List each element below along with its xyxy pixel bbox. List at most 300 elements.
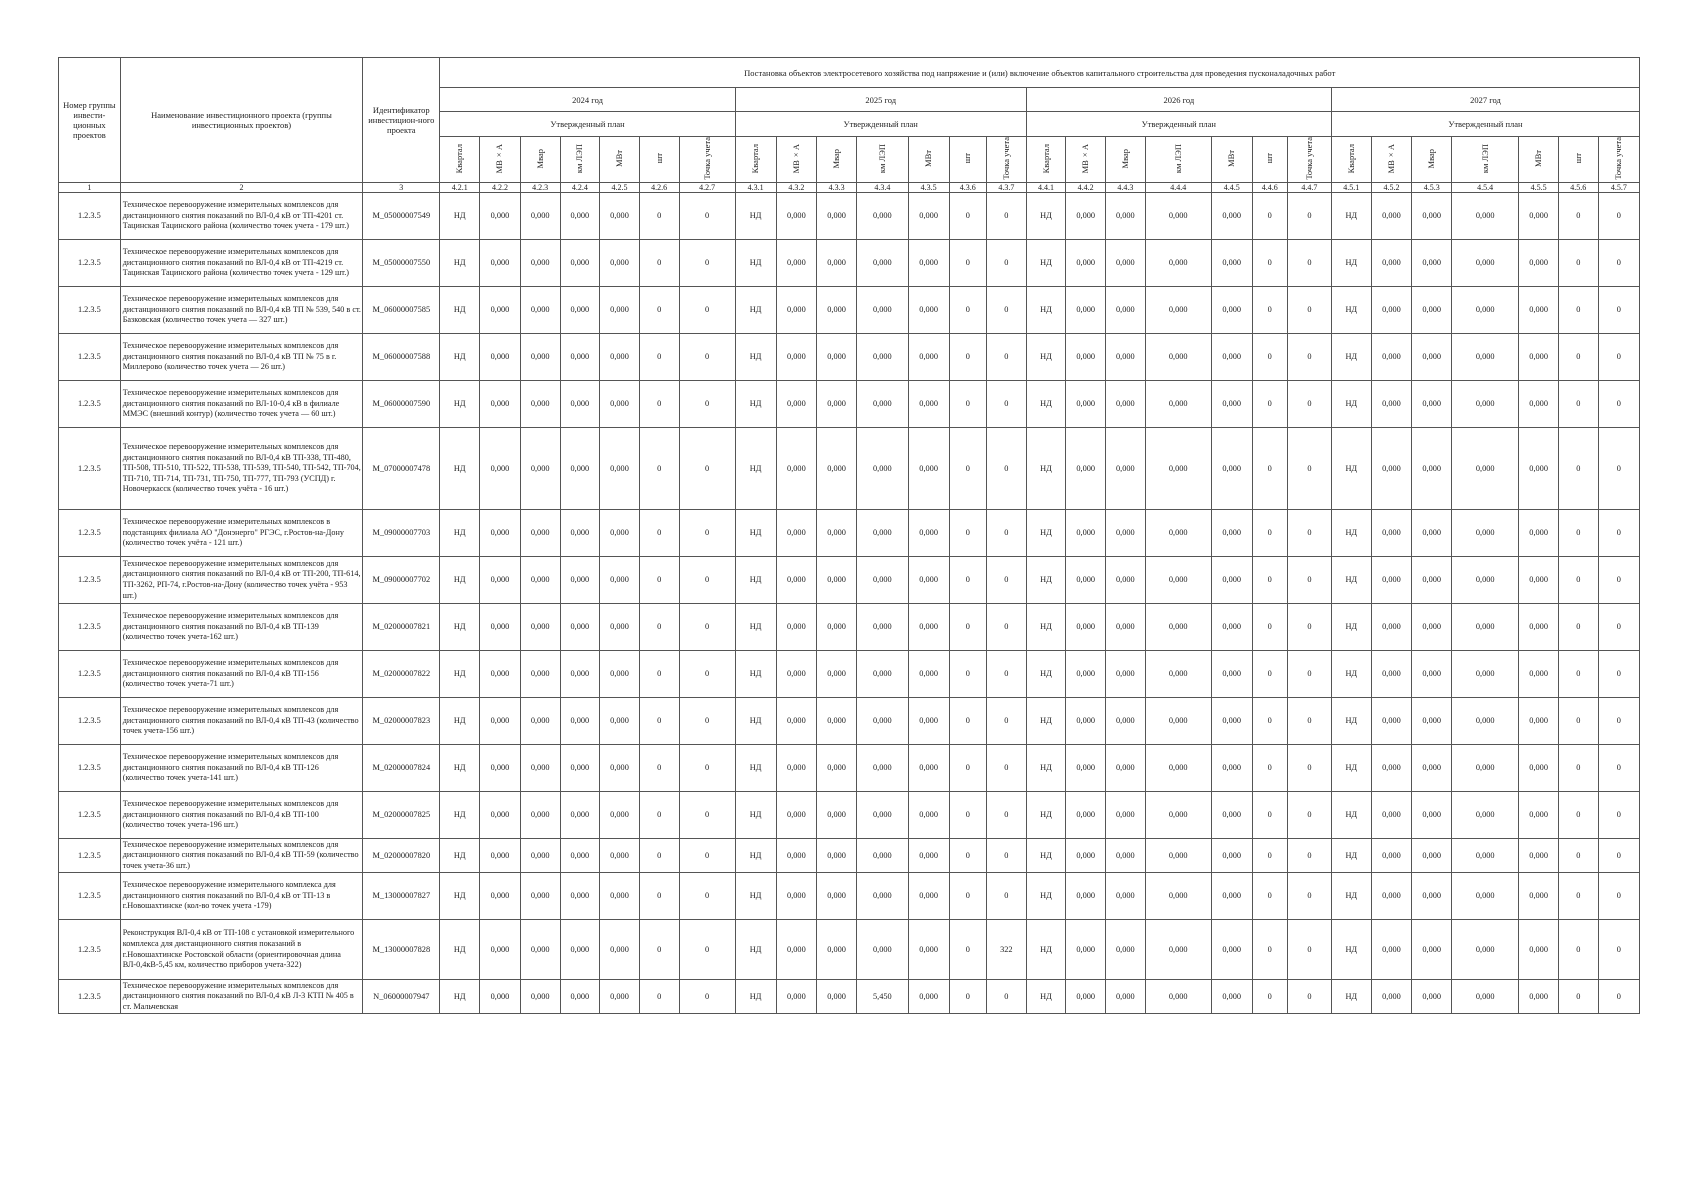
table-row: [59, 193, 1640, 240]
value-cell: 0: [1558, 557, 1598, 604]
value-cell: 0,000: [1106, 428, 1146, 510]
value-cell: 0,000: [1519, 792, 1559, 839]
value-cell: 0,000: [1452, 240, 1519, 287]
header-unit-mvar: [520, 137, 560, 183]
project-id-cell: M_02000007822: [363, 651, 440, 698]
value-cell: 0: [679, 792, 735, 839]
value-cell: 0,000: [1371, 428, 1412, 510]
value-cell: 0,000: [1519, 604, 1559, 651]
value-cell: 0: [949, 920, 986, 980]
project-name-cell: Техническое перевооружение измерительных комплексов для дистанционного снятия показаний по ВЛ-0,4 кВ ТП-43 (количество точек учета-156 шт.): [120, 698, 363, 745]
group-number-cell: 1.2.3.5: [59, 381, 121, 428]
value-cell: 0,000: [1412, 334, 1452, 381]
value-cell: 0: [1558, 745, 1598, 792]
value-cell: НД: [735, 651, 776, 698]
value-cell: 0,000: [480, 698, 521, 745]
project-name-cell: Техническое перевооружение измерительного комплекса для дистанционного снятия показаний по ВЛ-0,4 кВ от ТП-13 в г.Новошахтинске (кол-во точек учета -179): [120, 873, 363, 920]
value-cell: 0,000: [1519, 381, 1559, 428]
value-cell: 0: [1287, 381, 1331, 428]
project-name-cell: Техническое перевооружение измерительных комплексов для дистанционного снятия показаний по ВЛ-0,4 кВ от ТП-4201 ст. Тацинская Тацинского района (количество точек учета - 179 шт.): [120, 193, 363, 240]
value-cell: НД: [1026, 240, 1066, 287]
header-unit-mva: [776, 137, 817, 183]
value-cell: 0: [639, 839, 679, 873]
group-number-cell: 1.2.3.5: [59, 873, 121, 920]
value-cell: 0,000: [480, 745, 521, 792]
value-cell: НД: [440, 980, 480, 1014]
value-cell: НД: [1331, 240, 1371, 287]
value-cell: 0: [987, 334, 1027, 381]
value-cell: НД: [735, 604, 776, 651]
value-cell: 0,000: [1452, 792, 1519, 839]
project-id-cell: M_07000007478: [363, 428, 440, 510]
header-unit-mw: [908, 137, 949, 183]
project-name-cell: Техническое перевооружение измерительных комплексов в подстанциях филиала АО "Донэнерго" РГЭС, г.Ростов-на-Дону (количество точек учёта - 121 шт.): [120, 510, 363, 557]
value-cell: НД: [440, 839, 480, 873]
value-cell: 0: [1252, 698, 1287, 745]
project-name-cell: Техническое перевооружение измерительных комплексов для дистанционного снятия показаний по ВЛ-0,4 кВ ТП-156 (количество точек учета-71 шт.): [120, 651, 363, 698]
value-cell: 0,000: [600, 240, 640, 287]
value-cell: 0,000: [600, 980, 640, 1014]
table-row: [59, 920, 1640, 980]
value-cell: НД: [1331, 334, 1371, 381]
header-unit-label: Квартал: [1345, 143, 1356, 174]
value-cell: 0,000: [1145, 651, 1211, 698]
value-cell: 0: [1558, 510, 1598, 557]
value-cell: 0,000: [776, 240, 817, 287]
value-cell: 0,000: [520, 980, 560, 1014]
value-cell: 0,000: [1106, 792, 1146, 839]
header-group-number: Номер группы инвести-ционных проектов: [59, 58, 121, 183]
value-cell: 0,000: [1371, 604, 1412, 651]
value-cell: 0,000: [1106, 334, 1146, 381]
value-cell: НД: [735, 287, 776, 334]
table-row: [59, 510, 1640, 557]
value-cell: 0,000: [1211, 510, 1252, 557]
value-cell: НД: [1331, 839, 1371, 873]
value-cell: 0,000: [1211, 792, 1252, 839]
value-cell: 0: [1252, 839, 1287, 873]
value-cell: 0: [1287, 193, 1331, 240]
header-unit-pcs: [1252, 137, 1287, 183]
value-cell: НД: [735, 745, 776, 792]
value-cell: 0,000: [1519, 428, 1559, 510]
value-cell: 0,000: [908, 920, 949, 980]
value-cell: 0,000: [1519, 698, 1559, 745]
value-cell: 0,000: [1106, 651, 1146, 698]
value-cell: 0: [1287, 287, 1331, 334]
value-cell: НД: [1026, 510, 1066, 557]
value-cell: 0,000: [1145, 381, 1211, 428]
value-cell: 0: [1598, 604, 1639, 651]
value-cell: 0,000: [1412, 193, 1452, 240]
value-cell: 0,000: [776, 604, 817, 651]
value-cell: 0: [679, 920, 735, 980]
value-cell: 0,000: [817, 980, 857, 1014]
value-cell: НД: [1026, 193, 1066, 240]
value-cell: 0: [1252, 287, 1287, 334]
value-cell: 0,000: [1106, 873, 1146, 920]
value-cell: 0,000: [1106, 381, 1146, 428]
column-number: 4.3.5: [908, 183, 949, 193]
value-cell: 0,000: [1106, 745, 1146, 792]
value-cell: 0: [949, 698, 986, 745]
value-cell: 0: [1287, 920, 1331, 980]
header-unit-label: МВ×А: [790, 143, 801, 174]
value-cell: 0,000: [1371, 980, 1412, 1014]
value-cell: 0: [679, 651, 735, 698]
value-cell: 0,000: [856, 428, 908, 510]
value-cell: 0,000: [520, 557, 560, 604]
value-cell: 0,000: [1066, 428, 1106, 510]
value-cell: 0: [679, 428, 735, 510]
value-cell: 0,000: [1452, 381, 1519, 428]
value-cell: 0,000: [600, 698, 640, 745]
value-cell: 0,000: [776, 745, 817, 792]
value-cell: 0: [949, 651, 986, 698]
value-cell: 0: [1598, 510, 1639, 557]
value-cell: 0,000: [1211, 381, 1252, 428]
value-cell: 0,000: [1145, 557, 1211, 604]
value-cell: 0: [1598, 381, 1639, 428]
value-cell: 0,000: [480, 980, 521, 1014]
value-cell: 0,000: [817, 240, 857, 287]
value-cell: 0,000: [856, 839, 908, 873]
value-cell: 0,000: [776, 334, 817, 381]
value-cell: 0: [639, 698, 679, 745]
header-unit-label: Точка учета: [1000, 137, 1011, 180]
value-cell: 0: [987, 428, 1027, 510]
value-cell: НД: [735, 510, 776, 557]
group-number-cell: 1.2.3.5: [59, 334, 121, 381]
value-cell: 0,000: [1106, 557, 1146, 604]
value-cell: 0: [1558, 604, 1598, 651]
value-cell: 0,000: [1145, 193, 1211, 240]
value-cell: 0,000: [1066, 240, 1106, 287]
value-cell: 0,000: [1452, 428, 1519, 510]
value-cell: 0,000: [1211, 428, 1252, 510]
investment-table-sheet: [58, 57, 1640, 1014]
value-cell: 0,000: [1412, 510, 1452, 557]
value-cell: 0: [1558, 920, 1598, 980]
value-cell: 0,000: [776, 651, 817, 698]
header-year-2026: 2026 год: [1026, 88, 1331, 112]
value-cell: 0: [987, 873, 1027, 920]
value-cell: 0,000: [1211, 287, 1252, 334]
table-row: [59, 381, 1640, 428]
value-cell: 0,000: [1519, 920, 1559, 980]
table-row: [59, 428, 1640, 510]
value-cell: 0,000: [1066, 698, 1106, 745]
value-cell: 0,000: [560, 287, 600, 334]
value-cell: 0,000: [520, 792, 560, 839]
value-cell: НД: [1331, 287, 1371, 334]
value-cell: 0,000: [480, 792, 521, 839]
value-cell: 0,000: [1412, 873, 1452, 920]
value-cell: 0,000: [1145, 240, 1211, 287]
table-row: [59, 745, 1640, 792]
value-cell: НД: [440, 873, 480, 920]
value-cell: 0,000: [908, 980, 949, 1014]
value-cell: НД: [1331, 980, 1371, 1014]
header-unit-metering-point: [1598, 137, 1639, 183]
header-unit-metering-point: [987, 137, 1027, 183]
value-cell: 0,000: [1412, 792, 1452, 839]
value-cell: 0,000: [1371, 334, 1412, 381]
value-cell: 0: [679, 698, 735, 745]
value-cell: НД: [1026, 287, 1066, 334]
value-cell: 0,000: [1066, 873, 1106, 920]
value-cell: 0: [1252, 334, 1287, 381]
group-number-cell: 1.2.3.5: [59, 510, 121, 557]
investment-projects-table: [58, 57, 1640, 1014]
column-number: 4.5.7: [1598, 183, 1639, 193]
value-cell: 0: [1252, 604, 1287, 651]
value-cell: 0: [639, 193, 679, 240]
header-project-name: Наименование инвестиционного проекта (группы инвестиционных проектов): [120, 58, 363, 183]
header-unit-mw: [1211, 137, 1252, 183]
table-row: [59, 557, 1640, 604]
value-cell: 0,000: [1106, 980, 1146, 1014]
header-unit-pcs: [949, 137, 986, 183]
value-cell: 0,000: [776, 557, 817, 604]
value-cell: 0,000: [1452, 873, 1519, 920]
column-number: 4.4.3: [1106, 183, 1146, 193]
table-row: [59, 873, 1640, 920]
value-cell: 0,000: [520, 873, 560, 920]
value-cell: 0,000: [1106, 698, 1146, 745]
value-cell: 0,000: [817, 839, 857, 873]
group-number-cell: 1.2.3.5: [59, 651, 121, 698]
value-cell: НД: [440, 428, 480, 510]
value-cell: 0: [1558, 193, 1598, 240]
value-cell: 0: [1558, 651, 1598, 698]
value-cell: 0,000: [1066, 839, 1106, 873]
value-cell: 0,000: [776, 873, 817, 920]
value-cell: 0,000: [817, 651, 857, 698]
value-cell: 0: [987, 651, 1027, 698]
value-cell: 0,000: [520, 920, 560, 980]
value-cell: 0: [987, 510, 1027, 557]
value-cell: 0: [949, 240, 986, 287]
value-cell: 0,000: [856, 557, 908, 604]
value-cell: 0,000: [1412, 839, 1452, 873]
project-id-cell: M_02000007824: [363, 745, 440, 792]
value-cell: 0: [1598, 428, 1639, 510]
value-cell: 0: [679, 193, 735, 240]
value-cell: 0,000: [1452, 604, 1519, 651]
header-unit-label: МВт: [614, 150, 624, 167]
value-cell: 0,000: [1145, 604, 1211, 651]
value-cell: 0,000: [1412, 920, 1452, 980]
value-cell: 0,000: [1371, 792, 1412, 839]
value-cell: 0,000: [856, 792, 908, 839]
value-cell: 0,000: [1519, 240, 1559, 287]
header-unit-mw: [600, 137, 640, 183]
value-cell: 0,000: [1211, 698, 1252, 745]
value-cell: 0,000: [1066, 745, 1106, 792]
value-cell: 0,000: [817, 334, 857, 381]
value-cell: 0,000: [1145, 698, 1211, 745]
value-cell: 0,000: [908, 651, 949, 698]
table-row: [59, 604, 1640, 651]
value-cell: 0: [1598, 557, 1639, 604]
value-cell: 0,000: [560, 381, 600, 428]
value-cell: 0,000: [480, 428, 521, 510]
value-cell: 0,000: [1106, 240, 1146, 287]
value-cell: 0,000: [1211, 651, 1252, 698]
value-cell: 0,000: [817, 920, 857, 980]
value-cell: 0,000: [480, 287, 521, 334]
value-cell: 0,000: [560, 839, 600, 873]
value-cell: НД: [1026, 698, 1066, 745]
value-cell: 0,000: [520, 381, 560, 428]
value-cell: 0,000: [1412, 604, 1452, 651]
value-cell: 0: [1558, 287, 1598, 334]
value-cell: 0,000: [560, 698, 600, 745]
value-cell: 0,000: [1452, 334, 1519, 381]
project-id-cell: M_13000007827: [363, 873, 440, 920]
value-cell: 0,000: [1519, 873, 1559, 920]
column-number: 4.3.2: [776, 183, 817, 193]
project-id-cell: M_06000007588: [363, 334, 440, 381]
value-cell: 0,000: [856, 698, 908, 745]
value-cell: 0,000: [1371, 839, 1412, 873]
value-cell: 0,000: [480, 510, 521, 557]
value-cell: 0,000: [1211, 240, 1252, 287]
value-cell: 0: [987, 604, 1027, 651]
value-cell: 0: [1252, 428, 1287, 510]
value-cell: 0: [1558, 334, 1598, 381]
header-unit-mvar: [1412, 137, 1452, 183]
column-number: 4.5.3: [1412, 183, 1452, 193]
value-cell: 0,000: [776, 193, 817, 240]
group-number-cell: 1.2.3.5: [59, 980, 121, 1014]
value-cell: 0,000: [1452, 557, 1519, 604]
value-cell: 0: [949, 604, 986, 651]
value-cell: 0: [1287, 792, 1331, 839]
project-id-cell: M_02000007825: [363, 792, 440, 839]
value-cell: 322: [987, 920, 1027, 980]
value-cell: 0: [1598, 792, 1639, 839]
value-cell: 0,000: [1145, 920, 1211, 980]
column-number: 4.4.6: [1252, 183, 1287, 193]
value-cell: 0,000: [856, 651, 908, 698]
value-cell: 0: [1252, 792, 1287, 839]
value-cell: 0,000: [480, 651, 521, 698]
value-cell: 0,000: [1371, 287, 1412, 334]
value-cell: 0,000: [856, 745, 908, 792]
value-cell: 0: [949, 381, 986, 428]
value-cell: 0: [1287, 428, 1331, 510]
value-cell: 0,000: [1412, 240, 1452, 287]
value-cell: 0,000: [908, 428, 949, 510]
group-number-cell: 1.2.3.5: [59, 428, 121, 510]
value-cell: 0: [679, 873, 735, 920]
header-unit-metering-point: [1287, 137, 1331, 183]
value-cell: 0,000: [1519, 745, 1559, 792]
value-cell: 0,000: [817, 604, 857, 651]
value-cell: НД: [1026, 604, 1066, 651]
value-cell: 0: [679, 334, 735, 381]
value-cell: 0,000: [600, 287, 640, 334]
value-cell: 0,000: [1145, 792, 1211, 839]
value-cell: 0: [1252, 651, 1287, 698]
value-cell: 0,000: [1452, 698, 1519, 745]
value-cell: 0: [639, 428, 679, 510]
value-cell: 0: [1598, 651, 1639, 698]
header-unit-label: МВт: [1533, 150, 1544, 167]
value-cell: 0,000: [908, 287, 949, 334]
value-cell: 0,000: [520, 193, 560, 240]
value-cell: 0,000: [856, 510, 908, 557]
header-plan: Утвержденный план: [735, 112, 1026, 137]
value-cell: 0: [639, 980, 679, 1014]
value-cell: 0: [639, 873, 679, 920]
header-unit-mvar: [1106, 137, 1146, 183]
value-cell: 0,000: [560, 873, 600, 920]
value-cell: 0,000: [1519, 510, 1559, 557]
value-cell: 0: [1558, 792, 1598, 839]
column-number: 4.2.4: [560, 183, 600, 193]
value-cell: НД: [1331, 745, 1371, 792]
value-cell: 0: [987, 698, 1027, 745]
value-cell: 0,000: [520, 287, 560, 334]
value-cell: 0,000: [1452, 839, 1519, 873]
value-cell: 0,000: [1519, 193, 1559, 240]
value-cell: 0,000: [1412, 698, 1452, 745]
value-cell: НД: [735, 557, 776, 604]
value-cell: 0,000: [856, 193, 908, 240]
value-cell: НД: [440, 604, 480, 651]
table-row: [59, 240, 1640, 287]
value-cell: 0,000: [908, 745, 949, 792]
value-cell: 0,000: [480, 193, 521, 240]
column-number: 4.4.4: [1145, 183, 1211, 193]
header-unit-label: МВ×А: [1080, 143, 1091, 174]
value-cell: 0,000: [480, 240, 521, 287]
header-main-title: Постановка объектов электросетевого хозяйства под напряжение и (или) включение объектов капитального строительства для проведения пусконаладочных работ: [440, 58, 1640, 88]
header-unit-mva: [480, 137, 521, 183]
column-number: 4.5.2: [1371, 183, 1412, 193]
value-cell: 0: [949, 980, 986, 1014]
value-cell: 0,000: [560, 980, 600, 1014]
header-unit-km-line: [560, 137, 600, 183]
value-cell: 0,000: [1519, 651, 1559, 698]
value-cell: 0,000: [1519, 334, 1559, 381]
value-cell: 0,000: [600, 604, 640, 651]
value-cell: НД: [1026, 873, 1066, 920]
value-cell: НД: [440, 381, 480, 428]
project-id-cell: M_02000007823: [363, 698, 440, 745]
value-cell: 0,000: [908, 510, 949, 557]
value-cell: 0,000: [1519, 839, 1559, 873]
value-cell: 0: [1598, 240, 1639, 287]
value-cell: 0,000: [480, 873, 521, 920]
header-unit-metering-point: [679, 137, 735, 183]
value-cell: 0: [1598, 698, 1639, 745]
value-cell: 0,000: [817, 873, 857, 920]
value-cell: 0: [949, 839, 986, 873]
value-cell: 0,000: [1452, 920, 1519, 980]
value-cell: 0: [679, 745, 735, 792]
value-cell: 0,000: [776, 839, 817, 873]
value-cell: 0,000: [856, 240, 908, 287]
header-unit-label: шт: [1572, 153, 1583, 164]
value-cell: НД: [440, 745, 480, 792]
table-row: [59, 287, 1640, 334]
project-id-cell: M_06000007585: [363, 287, 440, 334]
value-cell: НД: [1026, 651, 1066, 698]
